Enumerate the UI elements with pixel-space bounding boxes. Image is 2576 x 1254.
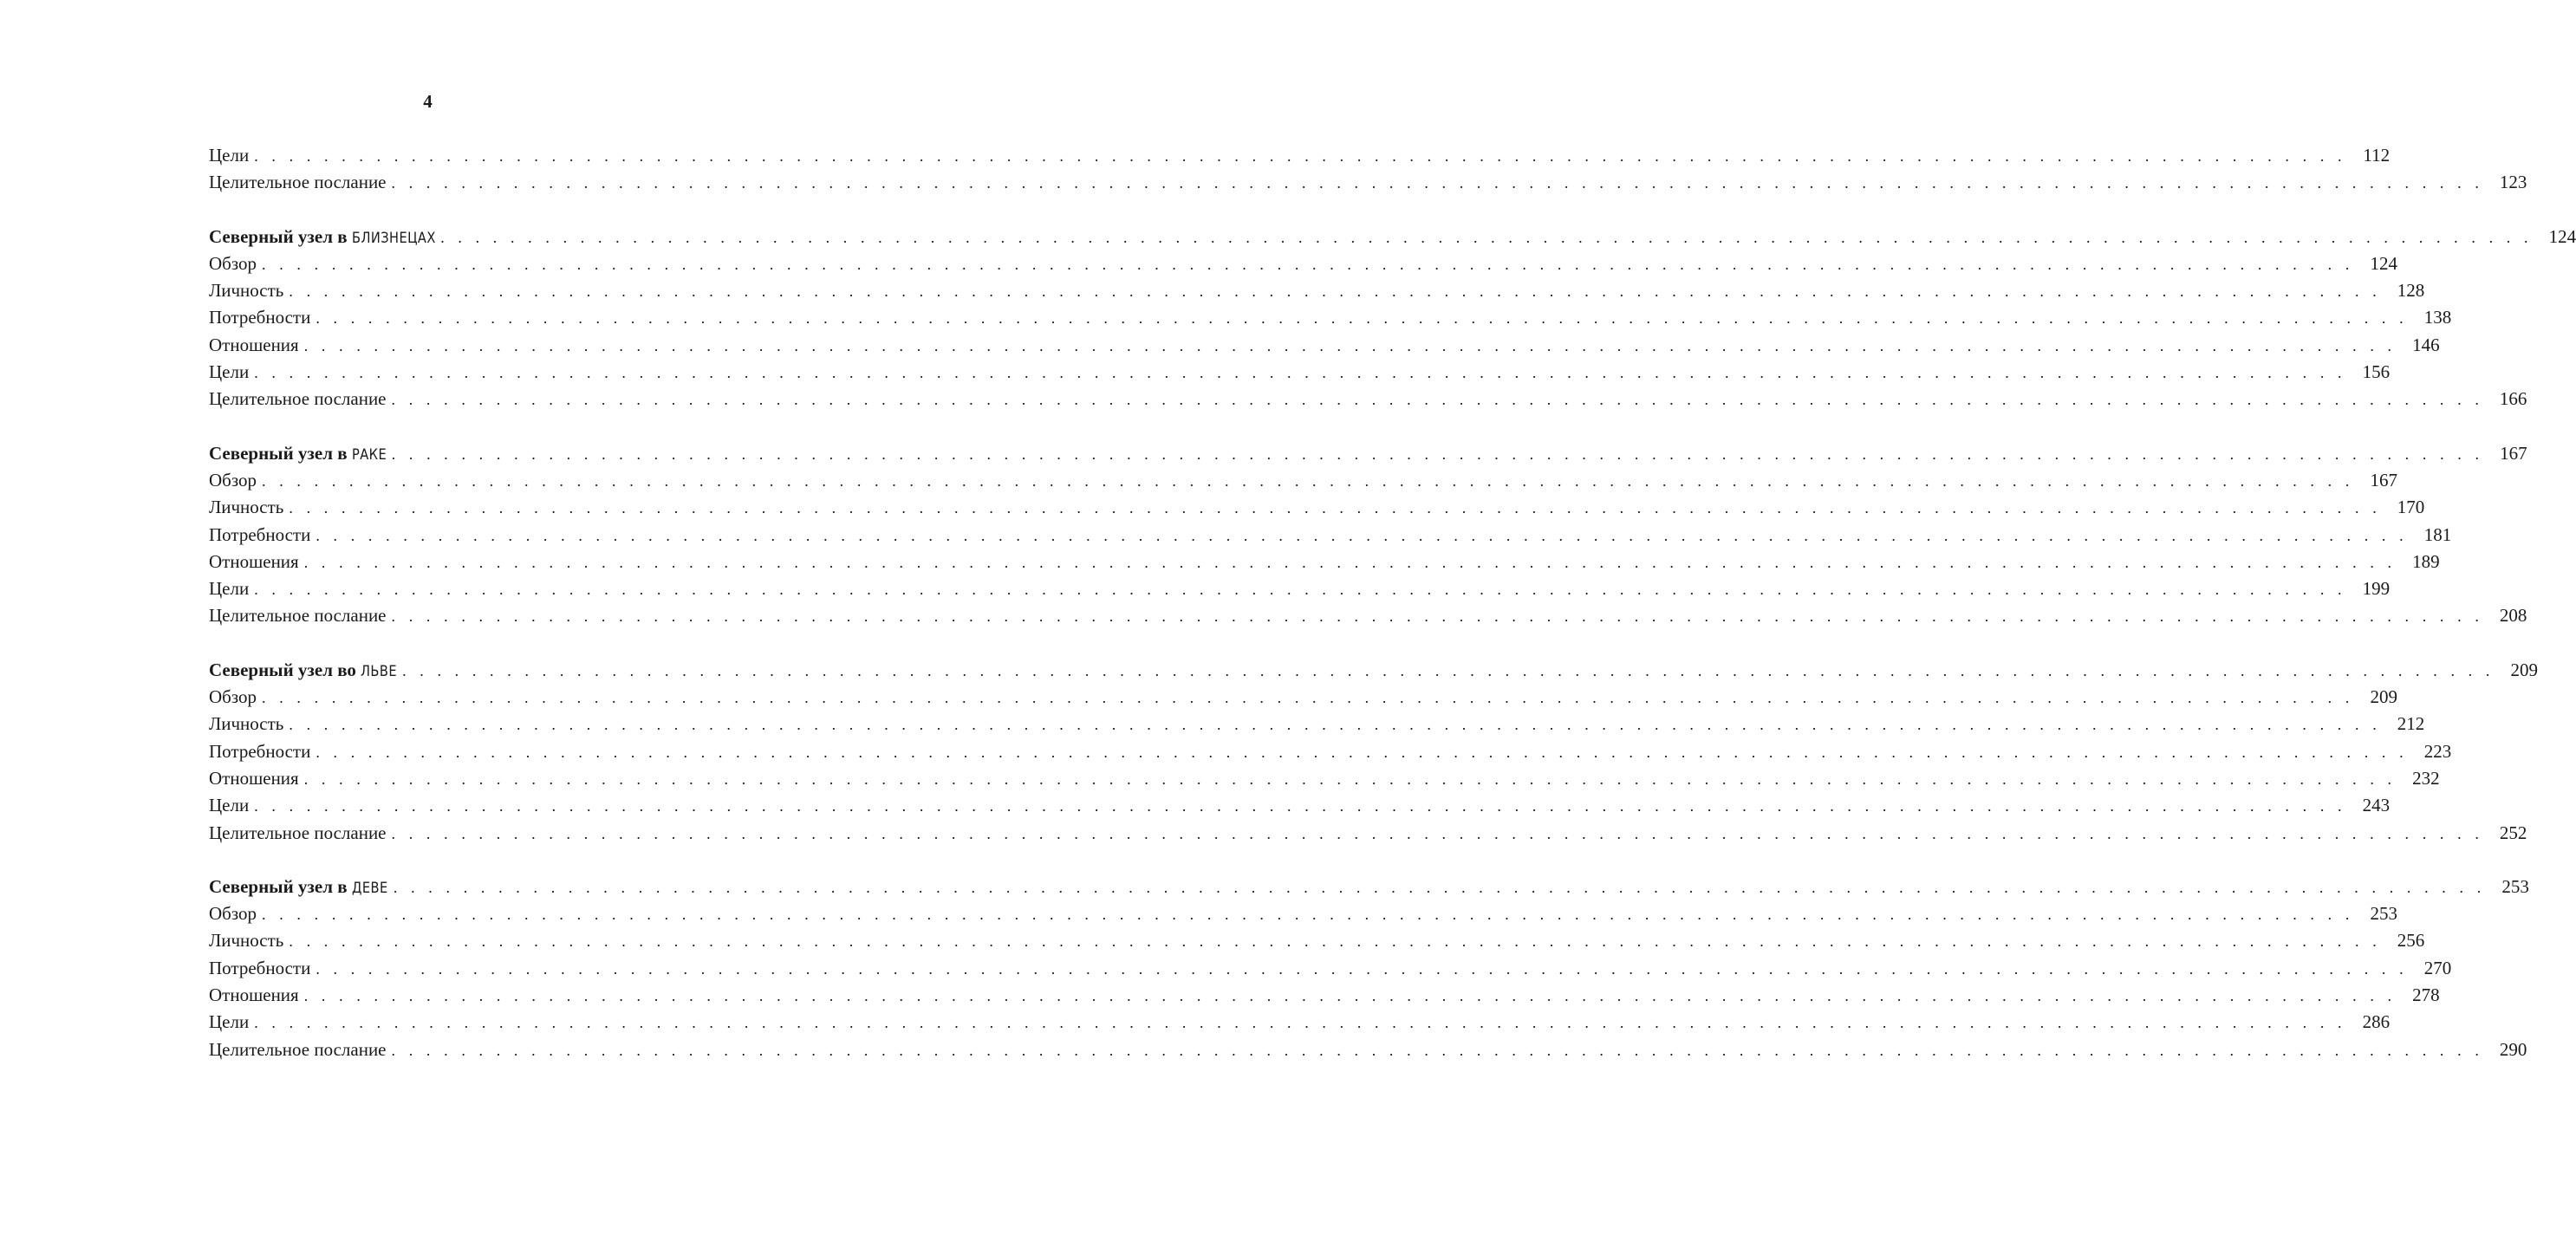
page-ref: 252 — [2499, 822, 2527, 843]
dot-leader: . . . . . . . . . . . . . . . . . . . . . . . . . . . . . . . . . . . . . . . . . . . . . . . . . . . . . . . . . . . . . . . . . . . . . . . . . . . . . . . . . . . . . . . . . . . . . . . . . . . . . . . . . . . . . . . . . . . . . . . . — [289, 499, 2382, 517]
entry-title: Отношения — [209, 984, 299, 1006]
entry-title: Цели — [209, 578, 250, 600]
page-ref: 123 — [2499, 172, 2527, 193]
dot-leader: . . . . . . . . . . . . . . . . . . . . . . . . . . . . . . . . . . . . . . . . . . . . . . . . . . . . . . . . . . . . . . . . . . . . . . . . . . . . . . . . . . . . . . . . . . . . . . . . . . . . . . . . . . . . . . . . . . . . . . . . — [303, 336, 2397, 354]
entry-title: Личность — [209, 280, 284, 302]
entry-title: Обзор — [209, 686, 257, 708]
toc-entry — [209, 792, 2391, 819]
entry-title: Обзор — [209, 903, 257, 925]
entry-title: Обзор — [209, 469, 257, 491]
toc-section — [209, 440, 2527, 630]
entry-title: Цели — [209, 361, 250, 383]
heading-prefix: Северный узел во — [209, 659, 361, 680]
dot-leader: . . . . . . . . . . . . . . . . . . . . . . . . . . . . . . . . . . . . . . . . . . . . . . . . . . . . . . . . . . . . . . . . . . . . . . . . . . . . . . . . . . . . . . . . . . . . . . . . . . . . . . . . . . . . . . . . . . . . . . . . — [391, 824, 2484, 842]
dot-leader: . . . . . . . . . . . . . . . . . . . . . . . . . . . . . . . . . . . . . . . . . . . . . . . . . . . . . . . . . . . . . . . . . . . . . . . . . . . . . . . . . . . . . . . . . . . . . . . . . . . . . . . . . . . . . . . . . . . . . . . . — [391, 608, 2484, 626]
dot-leader: . . . . . . . . . . . . . . . . . . . . . . . . . . . . . . . . . . . . . . . . . . . . . . . . . . . . . . . . . . . . . . . . . . . . . . . . . . . . . . . . . . . . . . . . . . . . . . . . . . . . . . . . . . . . . . . . . . . . . . . . — [303, 987, 2397, 1005]
dot-leader: . . . . . . . . . . . . . . . . . . . . . . . . . . . . . . . . . . . . . . . . . . . . . . . . . . . . . . . . . . . . . . . . . . . . . . . . . . . . . . . . . . . . . . . . . . . . . . . . . . . . . . . . . . . . . . . . . . . . . . . . — [315, 959, 2409, 978]
page-ref: 167 — [2500, 442, 2527, 464]
dot-leader: . . . . . . . . . . . . . . . . . . . . . . . . . . . . . . . . . . . . . . . . . . . . . . . . . . . . . . . . . . . . . . . . . . . . . . . . . . . . . . . . . . . . . . . . . . . . . . . . . . . . . . . . . . . . . . . . . . . . . . . . — [402, 661, 2495, 679]
toc-heading — [209, 874, 2529, 900]
page-ref: 124 — [2370, 252, 2397, 274]
entry-title: Целительное послание — [209, 172, 387, 193]
heading-prefix: Северный узел в — [209, 225, 352, 247]
toc-heading — [209, 657, 2538, 684]
toc-entry — [209, 359, 2391, 386]
entry-title: Цели — [209, 1011, 250, 1033]
entry-title: Целительное послание — [209, 388, 387, 410]
dot-leader: . . . . . . . . . . . . . . . . . . . . . . . . . . . . . . . . . . . . . . . . . . . . . . . . . . . . . . . . . . . . . . . . . . . . . . . . . . . . . . . . . . . . . . . . . . . . . . . . . . . . . . . . . . . . . . . . . . . . . . . . — [289, 283, 2382, 301]
page-ref: 243 — [2362, 795, 2391, 816]
entry-title: Отношения — [209, 767, 299, 789]
entry-title: Личность — [209, 713, 284, 735]
toc-entry — [209, 738, 2452, 765]
toc-entry — [209, 386, 2527, 413]
table-of-contents — [209, 142, 2576, 1063]
dot-leader: . . . . . . . . . . . . . . . . . . . . . . . . . . . . . . . . . . . . . . . . . . . . . . . . . . . . . . . . . . . . . . . . . . . . . . . . . . . . . . . . . . . . . . . . . . . . . . . . . . . . . . . . . . . . . . . . . . . . . . . . — [254, 364, 2347, 382]
page-ref: 278 — [2412, 984, 2440, 1006]
entry-title: Потребности — [209, 307, 311, 328]
entry-title: Целительное послание — [209, 822, 387, 843]
dot-leader: . . . . . . . . . . . . . . . . . . . . . . . . . . . . . . . . . . . . . . . . . . . . . . . . . . . . . . . . . . . . . . . . . . . . . . . . . . . . . . . . . . . . . . . . . . . . . . . . . . . . . . . . . . . . . . . . . . . . . . . . — [254, 581, 2347, 599]
heading-label — [209, 874, 388, 902]
toc-entry — [209, 575, 2391, 602]
page-ref: 212 — [2397, 713, 2425, 735]
toc-section — [209, 224, 2576, 413]
page-ref: 209 — [2510, 659, 2538, 680]
page-ref: 138 — [2423, 307, 2452, 328]
entry-title: Цели — [209, 145, 250, 166]
entry-title: Потребности — [209, 957, 311, 978]
entry-title: Целительное послание — [209, 605, 387, 627]
dot-leader: . . . . . . . . . . . . . . . . . . . . . . . . . . . . . . . . . . . . . . . . . . . . . . . . . . . . . . . . . . . . . . . . . . . . . . . . . . . . . . . . . . . . . . . . . . . . . . . . . . . . . . . . . . . . . . . . . . . . . . . . — [262, 255, 2354, 273]
entry-title: Обзор — [209, 252, 257, 274]
dot-leader: . . . . . . . . . . . . . . . . . . . . . . . . . . . . . . . . . . . . . . . . . . . . . . . . . . . . . . . . . . . . . . . . . . . . . . . . . . . . . . . . . . . . . . . . . . . . . . . . . . . . . . . . . . . . . . . . . . . . . . . . — [289, 716, 2382, 734]
page-ref: 290 — [2499, 1038, 2527, 1060]
toc-entry — [209, 711, 2425, 737]
zodiac-sign: БЛИЗНЕЦАХ — [351, 229, 436, 247]
toc-entry — [209, 467, 2397, 494]
page-ref: 253 — [2370, 903, 2397, 925]
toc-entry — [209, 684, 2397, 711]
heading-label — [209, 224, 435, 252]
toc-entry — [209, 765, 2440, 792]
entry-title: Отношения — [209, 550, 299, 572]
dot-leader: . . . . . . . . . . . . . . . . . . . . . . . . . . . . . . . . . . . . . . . . . . . . . . . . . . . . . . . . . . . . . . . . . . . . . . . . . . . . . . . . . . . . . . . . . . . . . . . . . . . . . . . . . . . . . . . . . . . . . . . . — [391, 174, 2484, 192]
toc-section — [209, 142, 2527, 197]
toc-entry — [209, 1036, 2527, 1063]
zodiac-sign: РАКЕ — [351, 445, 387, 464]
page-ref: 223 — [2423, 740, 2452, 762]
page-ref: 209 — [2370, 686, 2397, 708]
page-ref: 166 — [2499, 388, 2527, 410]
page-ref: 270 — [2423, 957, 2452, 978]
page-ref: 208 — [2499, 605, 2527, 627]
page-ref: 146 — [2412, 334, 2440, 355]
page-ref: 232 — [2412, 767, 2440, 789]
dot-leader: . . . . . . . . . . . . . . . . . . . . . . . . . . . . . . . . . . . . . . . . . . . . . . . . . . . . . . . . . . . . . . . . . . . . . . . . . . . . . . . . . . . . . . . . . . . . . . . . . . . . . . . . . . . . . . . . . . . . . . . . — [262, 471, 2354, 490]
toc-section — [209, 874, 2529, 1063]
toc-entry — [209, 494, 2425, 521]
dot-leader: . . . . . . . . . . . . . . . . . . . . . . . . . . . . . . . . . . . . . . . . . . . . . . . . . . . . . . . . . . . . . . . . . . . . . . . . . . . . . . . . . . . . . . . . . . . . . . . . . . . . . . . . . . . . . . . . . . . . . . . . — [262, 689, 2354, 707]
page-ref: 167 — [2370, 469, 2397, 491]
heading-prefix: Северный узел в — [209, 875, 352, 897]
page-ref: 253 — [2501, 875, 2529, 897]
entry-title: Целительное послание — [209, 1038, 387, 1060]
toc-entry — [209, 169, 2527, 196]
dot-leader: . . . . . . . . . . . . . . . . . . . . . . . . . . . . . . . . . . . . . . . . . . . . . . . . . . . . . . . . . . . . . . . . . . . . . . . . . . . . . . . . . . . . . . . . . . . . . . . . . . . . . . . . . . . . . . . . . . . . . . . . — [303, 770, 2397, 788]
page-ref: 170 — [2397, 497, 2425, 518]
page-ref: 286 — [2362, 1011, 2391, 1033]
zodiac-sign: ДЕВЕ — [351, 879, 388, 897]
page-ref: 156 — [2362, 361, 2391, 383]
zodiac-sign: ЛЬВЕ — [361, 662, 398, 680]
toc-section — [209, 657, 2538, 847]
dot-leader: . . . . . . . . . . . . . . . . . . . . . . . . . . . . . . . . . . . . . . . . . . . . . . . . . . . . . . . . . . . . . . . . . . . . . . . . . . . . . . . . . . . . . . . . . . . . . . . . . . . . . . . . . . . . . . . . . . . . . . . . — [315, 309, 2409, 328]
dot-leader: . . . . . . . . . . . . . . . . . . . . . . . . . . . . . . . . . . . . . . . . . . . . . . . . . . . . . . . . . . . . . . . . . . . . . . . . . . . . . . . . . . . . . . . . . . . . . . . . . . . . . . . . . . . . . . . . . . . . . . . . — [303, 553, 2397, 571]
toc-entry — [209, 332, 2440, 359]
dot-leader: . . . . . . . . . . . . . . . . . . . . . . . . . . . . . . . . . . . . . . . . . . . . . . . . . . . . . . . . . . . . . . . . . . . . . . . . . . . . . . . . . . . . . . . . . . . . . . . . . . . . . . . . . . . . . . . . . . . . . . . . — [391, 445, 2484, 463]
toc-entry — [209, 820, 2527, 847]
page-ref: 189 — [2412, 550, 2440, 572]
page-ref: 199 — [2362, 578, 2391, 600]
toc-entry — [209, 1009, 2391, 1036]
toc-entry — [209, 982, 2440, 1009]
toc-entry — [209, 549, 2440, 575]
page-ref: 181 — [2423, 523, 2452, 545]
toc-heading — [209, 224, 2576, 250]
toc-entry — [209, 277, 2425, 304]
toc-entry — [209, 522, 2452, 549]
page-ref: 128 — [2397, 280, 2425, 302]
entry-title: Личность — [209, 497, 284, 518]
dot-leader: . . . . . . . . . . . . . . . . . . . . . . . . . . . . . . . . . . . . . . . . . . . . . . . . . . . . . . . . . . . . . . . . . . . . . . . . . . . . . . . . . . . . . . . . . . . . . . . . . . . . . . . . . . . . . . . . . . . . . . . . — [315, 743, 2409, 761]
toc-entry — [209, 250, 2397, 277]
toc-entry — [209, 955, 2452, 982]
dot-leader: . . . . . . . . . . . . . . . . . . . . . . . . . . . . . . . . . . . . . . . . . . . . . . . . . . . . . . . . . . . . . . . . . . . . . . . . . . . . . . . . . . . . . . . . . . . . . . . . . . . . . . . . . . . . . . . . . . . . . . . . — [315, 526, 2409, 544]
toc-entry — [209, 602, 2527, 629]
dot-leader: . . . . . . . . . . . . . . . . . . . . . . . . . . . . . . . . . . . . . . . . . . . . . . . . . . . . . . . . . . . . . . . . . . . . . . . . . . . . . . . . . . . . . . . . . . . . . . . . . . . . . . . . . . . . . . . . . . . . . . . . — [440, 228, 2534, 246]
entry-title: Потребности — [209, 740, 311, 762]
page-ref: 124 — [2548, 225, 2576, 247]
page-ref: 112 — [2363, 145, 2391, 166]
toc-heading — [209, 440, 2527, 467]
entry-title: Потребности — [209, 523, 311, 545]
dot-leader: . . . . . . . . . . . . . . . . . . . . . . . . . . . . . . . . . . . . . . . . . . . . . . . . . . . . . . . . . . . . . . . . . . . . . . . . . . . . . . . . . . . . . . . . . . . . . . . . . . . . . . . . . . . . . . . . . . . . . . . . — [391, 1041, 2484, 1059]
entry-title: Отношения — [209, 334, 299, 355]
heading-prefix: Северный узел в — [209, 442, 352, 464]
toc-entry — [209, 900, 2397, 927]
entry-title: Цели — [209, 795, 250, 816]
dot-leader: . . . . . . . . . . . . . . . . . . . . . . . . . . . . . . . . . . . . . . . . . . . . . . . . . . . . . . . . . . . . . . . . . . . . . . . . . . . . . . . . . . . . . . . . . . . . . . . . . . . . . . . . . . . . . . . . . . . . . . . . — [393, 878, 2486, 896]
dot-leader: . . . . . . . . . . . . . . . . . . . . . . . . . . . . . . . . . . . . . . . . . . . . . . . . . . . . . . . . . . . . . . . . . . . . . . . . . . . . . . . . . . . . . . . . . . . . . . . . . . . . . . . . . . . . . . . . . . . . . . . . — [289, 932, 2382, 951]
dot-leader: . . . . . . . . . . . . . . . . . . . . . . . . . . . . . . . . . . . . . . . . . . . . . . . . . . . . . . . . . . . . . . . . . . . . . . . . . . . . . . . . . . . . . . . . . . . . . . . . . . . . . . . . . . . . . . . . . . . . . . . . — [254, 147, 2347, 165]
heading-label — [209, 657, 397, 685]
toc-entry — [209, 142, 2391, 169]
dot-leader: . . . . . . . . . . . . . . . . . . . . . . . . . . . . . . . . . . . . . . . . . . . . . . . . . . . . . . . . . . . . . . . . . . . . . . . . . . . . . . . . . . . . . . . . . . . . . . . . . . . . . . . . . . . . . . . . . . . . . . . . — [391, 391, 2484, 409]
dot-leader: . . . . . . . . . . . . . . . . . . . . . . . . . . . . . . . . . . . . . . . . . . . . . . . . . . . . . . . . . . . . . . . . . . . . . . . . . . . . . . . . . . . . . . . . . . . . . . . . . . . . . . . . . . . . . . . . . . . . . . . . — [254, 797, 2347, 815]
page-number: 4 — [423, 91, 433, 112]
toc-entry — [209, 927, 2425, 954]
dot-leader: . . . . . . . . . . . . . . . . . . . . . . . . . . . . . . . . . . . . . . . . . . . . . . . . . . . . . . . . . . . . . . . . . . . . . . . . . . . . . . . . . . . . . . . . . . . . . . . . . . . . . . . . . . . . . . . . . . . . . . . . — [254, 1014, 2347, 1032]
page-ref: 256 — [2397, 930, 2425, 952]
heading-label — [209, 440, 387, 469]
entry-title: Личность — [209, 930, 284, 952]
dot-leader: . . . . . . . . . . . . . . . . . . . . . . . . . . . . . . . . . . . . . . . . . . . . . . . . . . . . . . . . . . . . . . . . . . . . . . . . . . . . . . . . . . . . . . . . . . . . . . . . . . . . . . . . . . . . . . . . . . . . . . . . — [262, 906, 2354, 924]
toc-entry — [209, 304, 2452, 331]
